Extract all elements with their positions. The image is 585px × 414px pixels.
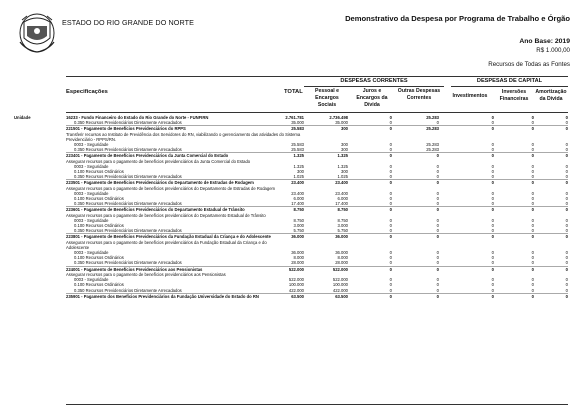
row-description: 235901 - Pagamento dos Benefícios Previdenciários da Fundação Universidade do Estado do RN — [66, 293, 259, 299]
row-value: 0 — [436, 250, 439, 256]
row-value: 0 — [436, 153, 439, 159]
row-value: 0 — [436, 196, 439, 202]
row-description: 224001 - Pagamento de Benefícios Previdenciários aos Pensionistas — [66, 266, 203, 272]
row-description: 0.100 Recursos Ordinários — [74, 196, 124, 202]
table-body — [14, 115, 568, 299]
row-value: 0 — [565, 234, 568, 240]
row-value: 0 — [436, 207, 439, 213]
row-value: 8.750 — [293, 207, 304, 213]
row-value: 0 — [531, 201, 534, 207]
row-value: 0 — [389, 293, 392, 299]
table-bottom-rule — [66, 404, 568, 405]
row-value: 1.325 — [337, 153, 348, 159]
row-value: 25.283 — [426, 142, 439, 148]
table-top-rule — [66, 76, 568, 77]
col-header-personnel: Pessoal e Encargos Sociais — [315, 88, 339, 108]
row-value: 0 — [389, 217, 392, 223]
row-value: 0 — [565, 115, 568, 120]
row-value: 0 — [436, 287, 439, 293]
row-value: 0 — [436, 190, 439, 196]
row-description: 0.100 Recursos Ordinários — [74, 282, 124, 288]
row-value: 0 — [531, 163, 534, 169]
row-value: 0 — [389, 223, 392, 229]
row-value: 0 — [436, 228, 439, 234]
row-value: 0 — [565, 293, 568, 299]
row-value: 0 — [491, 287, 494, 293]
row-value: 0 — [565, 153, 568, 159]
row-description: Assegurar recursos para o pagamento de benefícios previdenciários da Junta Comercial do Estado — [66, 158, 251, 164]
row-value: 0 — [565, 282, 568, 288]
row-description: Assegurar recursos para o pagamento de benefícios previdenciários aos Pensionistas — [66, 271, 226, 277]
row-value: 2.761.781 — [285, 115, 304, 120]
row-description: 0003 - Seguridade — [74, 190, 109, 196]
table-row — [66, 132, 568, 142]
row-value: 0 — [389, 234, 392, 240]
row-value: 0 — [389, 163, 392, 169]
row-value: 0 — [389, 147, 392, 153]
row-value: 0 — [491, 174, 494, 180]
row-value: 25.583 — [291, 126, 304, 132]
row-value: 1.325 — [293, 153, 304, 159]
row-value: 422.000 — [332, 287, 348, 293]
table-row — [66, 240, 568, 250]
row-value: 0 — [491, 266, 494, 272]
row-value: 0 — [531, 282, 534, 288]
row-value: 0 — [436, 120, 439, 126]
row-value: 0 — [565, 142, 568, 148]
row-value: 0 — [389, 287, 392, 293]
row-value: 0 — [565, 223, 568, 229]
total-column-header: TOTAL — [284, 89, 303, 95]
row-value: 35.000 — [335, 120, 348, 126]
row-value: 25.583 — [291, 147, 304, 153]
row-value: 0 — [531, 266, 534, 272]
unit-row-label: Unidade — [14, 115, 31, 120]
row-description: 0.350 Recursos Previdenciários Diretamente Arrecadados — [74, 201, 182, 207]
row-value: 0 — [531, 287, 534, 293]
row-value: 0 — [491, 250, 494, 256]
row-value: 0 — [389, 266, 392, 272]
row-value: 36.000 — [291, 250, 304, 256]
row-value: 0 — [565, 255, 568, 261]
row-value: 35.000 — [291, 120, 304, 126]
row-value: 1.025 — [337, 174, 348, 180]
row-value: 8.750 — [337, 207, 348, 213]
row-value: 0 — [436, 260, 439, 266]
sources-label: Recursos de Todas as Fontes — [488, 61, 570, 68]
row-value: 17.400 — [291, 201, 304, 207]
row-description: Assegurar recursos para o pagamento de benefícios previdenciários do Departamento de Estradas de Rodagem — [66, 185, 276, 191]
row-value: 0 — [491, 120, 494, 126]
row-value: 17.400 — [335, 201, 348, 207]
row-description: 0.100 Recursos Ordinários — [74, 169, 124, 175]
row-value: 1.325 — [337, 163, 348, 169]
row-value: 6.000 — [293, 196, 304, 202]
row-value: 0 — [389, 207, 392, 213]
row-value: 0 — [389, 126, 392, 132]
row-value: 0 — [565, 174, 568, 180]
row-value: 63.500 — [335, 293, 348, 299]
row-value: 0 — [491, 207, 494, 213]
col-header-other-current: Outras Despesas Correntes — [397, 88, 441, 101]
row-value: 0 — [491, 293, 494, 299]
row-description: 0.100 Recursos Ordinários — [74, 223, 124, 229]
row-value: 0 — [389, 142, 392, 148]
col-header-debt-amortization: Amortização da Dívida — [535, 89, 567, 102]
row-value: 23.400 — [291, 190, 304, 196]
row-value: 23.400 — [291, 180, 304, 186]
row-value: 0 — [491, 142, 494, 148]
row-value: 0 — [491, 255, 494, 261]
row-value: 23.400 — [335, 190, 348, 196]
row-value: 6.000 — [337, 196, 348, 202]
row-value: 422.000 — [288, 287, 304, 293]
row-value: 0 — [531, 293, 534, 299]
row-description: 0.350 Recursos Previdenciários Diretamente Arrecadados — [74, 228, 182, 234]
row-value: 0 — [389, 115, 392, 120]
row-value: 0 — [436, 293, 439, 299]
row-description: Assegurar recursos para o pagamento de benefícios previdenciários da Fundação Estadual da Criança e do Adolescente — [66, 239, 267, 250]
row-value: 0 — [436, 163, 439, 169]
row-value: 0 — [531, 260, 534, 266]
header-bottom-rule — [66, 112, 568, 113]
row-value: 0 — [565, 250, 568, 256]
row-value: 0 — [531, 255, 534, 261]
group-rule-capital — [451, 86, 568, 87]
row-description: 0.350 Recursos Previdenciários Diretamente Arrecadados — [74, 260, 182, 266]
row-value: 0 — [491, 260, 494, 266]
row-value: 0 — [436, 234, 439, 240]
row-value: 0 — [531, 180, 534, 186]
row-value: 28.000 — [335, 260, 348, 266]
row-value: 8.750 — [337, 217, 348, 223]
col-header-financial-inversions: Inversões Financeiras — [499, 89, 529, 102]
row-value: 0 — [565, 266, 568, 272]
row-value: 300 — [341, 126, 348, 132]
row-value: 25.283 — [426, 147, 439, 153]
row-value: 0 — [531, 228, 534, 234]
row-value: 522.000 — [288, 266, 304, 272]
row-value: 0 — [565, 190, 568, 196]
row-value: 300 — [341, 169, 348, 175]
row-value: 0 — [491, 180, 494, 186]
row-value: 0 — [565, 163, 568, 169]
row-value: 0 — [389, 180, 392, 186]
row-value: 0 — [531, 169, 534, 175]
row-value: 0 — [491, 282, 494, 288]
group-header-current: DESPESAS CORRENTES — [340, 78, 408, 84]
row-description: 0.100 Recursos Ordinários — [74, 255, 124, 261]
spec-column-header: Especificações — [66, 89, 108, 95]
row-value: 0 — [491, 201, 494, 207]
row-value: 0 — [491, 163, 494, 169]
row-value: 0 — [491, 277, 494, 283]
state-coat-of-arms-icon — [18, 12, 56, 54]
row-value: 25.283 — [426, 115, 439, 120]
row-value: 0 — [565, 217, 568, 223]
row-value: 3.000 — [337, 223, 348, 229]
row-value: 0 — [565, 207, 568, 213]
col-header-debt-interest: Juros e Encargos da Dívida — [356, 88, 388, 108]
row-value: 25.583 — [291, 142, 304, 148]
row-value: 522.000 — [332, 277, 348, 283]
row-value: 0 — [436, 180, 439, 186]
row-description: 0003 - Seguridade — [74, 142, 109, 148]
row-value: 0 — [389, 228, 392, 234]
report-title: Demonstrativo da Despesa por Programa de Trabalho e Órgão — [345, 14, 570, 23]
row-value: 23.400 — [335, 180, 348, 186]
row-description: 0003 - Seguridade — [74, 163, 109, 169]
row-value: 0 — [565, 120, 568, 126]
row-value: 0 — [491, 223, 494, 229]
row-value: 8.000 — [337, 255, 348, 261]
row-value: 0 — [531, 120, 534, 126]
row-value: 0 — [389, 196, 392, 202]
row-value: 0 — [565, 147, 568, 153]
row-value: 0 — [531, 277, 534, 283]
row-value: 300 — [341, 142, 348, 148]
row-description: 0003 - Seguridade — [74, 277, 109, 283]
row-value: 3.000 — [293, 223, 304, 229]
row-value: 0 — [491, 115, 494, 120]
row-value: 8.750 — [293, 217, 304, 223]
report-header — [0, 0, 585, 68]
row-value: 0 — [436, 282, 439, 288]
row-description: 0003 - Seguridade — [74, 217, 109, 223]
row-value: 0 — [491, 196, 494, 202]
row-value: 5.750 — [337, 228, 348, 234]
row-value: 1.025 — [293, 174, 304, 180]
row-value: 0 — [531, 250, 534, 256]
row-value: 0 — [531, 207, 534, 213]
row-description: 0.350 Recursos Previdenciários Diretamente Arrecadados — [74, 120, 182, 126]
row-value: 36.000 — [291, 234, 304, 240]
row-value: 0 — [531, 190, 534, 196]
row-value: 0 — [491, 228, 494, 234]
row-value: 0 — [491, 153, 494, 159]
row-value: 100.000 — [332, 282, 348, 288]
row-value: 0 — [565, 287, 568, 293]
row-description: Assegurar recursos para o pagamento de benefícios previdenciários do Departamento Estadual de Trânsito — [66, 212, 266, 218]
row-value: 0 — [491, 147, 494, 153]
row-value: 0 — [491, 126, 494, 132]
row-value: 0 — [565, 201, 568, 207]
currency-unit-label: R$ 1.000,00 — [536, 47, 570, 54]
group-header-capital: DESPESAS DE CAPITAL — [476, 78, 543, 84]
row-description: 16233 - Fundo Financeiro do Estado do Rio Grande do Norte - FUNFIRN — [66, 115, 209, 120]
row-description: 223801 - Pagamento de Benefícios Previdenciários da Fundação Estadual da Criança e do Adolescente — [66, 234, 271, 240]
row-description: 0003 - Seguridade — [74, 250, 109, 256]
row-value: 0 — [389, 255, 392, 261]
row-value: 0 — [436, 223, 439, 229]
row-value: 0 — [436, 217, 439, 223]
row-value: 0 — [491, 217, 494, 223]
row-value: 0 — [531, 153, 534, 159]
row-value: 0 — [531, 115, 534, 120]
row-value: 0 — [531, 223, 534, 229]
year-label: Ano Base: 2019 — [519, 38, 570, 45]
row-value: 0 — [531, 142, 534, 148]
row-value: 0 — [389, 250, 392, 256]
row-value: 5.750 — [293, 228, 304, 234]
row-value: 0 — [389, 120, 392, 126]
row-value: 0 — [531, 174, 534, 180]
row-value: 0 — [531, 217, 534, 223]
row-description: 0.350 Recursos Previdenciários Diretamente Arrecadados — [74, 147, 182, 153]
row-value: 300 — [297, 169, 304, 175]
row-value: 0 — [565, 277, 568, 283]
row-value: 0 — [491, 169, 494, 175]
row-value: 0 — [491, 190, 494, 196]
row-value: 522.000 — [332, 266, 348, 272]
state-name: ESTADO DO RIO GRANDE DO NORTE — [62, 18, 195, 27]
row-value: 1.325 — [293, 163, 304, 169]
row-description: 223501 - Pagamento de Benefícios Previdenciários do Departamento de Estradas de Rodagem — [66, 180, 254, 186]
row-description: 223401 - Pagamento de Benefícios Previdenciários da Junta Comercial do Estado — [66, 153, 229, 159]
row-description: 223601 - Pagamento de Benefícios Previdenciários do Departamento Estadual de Trânsito — [66, 207, 245, 213]
row-value: 25.283 — [426, 126, 439, 132]
row-value: 36.000 — [335, 234, 348, 240]
row-value: 0 — [531, 196, 534, 202]
row-value: 0 — [436, 255, 439, 261]
row-description: 0.350 Recursos Previdenciários Diretamente Arrecadados — [74, 174, 182, 180]
row-value: 0 — [531, 234, 534, 240]
row-value: 0 — [389, 153, 392, 159]
row-value: 0 — [389, 260, 392, 266]
row-value: 0 — [565, 169, 568, 175]
row-value: 0 — [389, 169, 392, 175]
row-value: 0 — [389, 201, 392, 207]
table-row — [66, 293, 568, 299]
row-description: Transferir recursos ao Instituto de Previdência dos Servidores do RN, viabilizando o gerenciamento das atividades do Sistema Previdenciário - RPPS/RN. — [66, 131, 301, 142]
row-value: 0 — [389, 174, 392, 180]
row-value: 0 — [565, 228, 568, 234]
row-value: 300 — [341, 147, 348, 153]
row-description: 221501 - Pagamento de Benefícios Previdenciários do RPPS — [66, 126, 186, 132]
row-value: 0 — [436, 174, 439, 180]
col-header-investments: Investimentos — [452, 93, 488, 99]
row-value: 0 — [565, 260, 568, 266]
row-value: 0 — [491, 234, 494, 240]
row-value: 63.500 — [291, 293, 304, 299]
row-value: 522.000 — [288, 277, 304, 283]
row-value: 0 — [389, 190, 392, 196]
row-value: 100.000 — [288, 282, 304, 288]
row-value: 0 — [436, 169, 439, 175]
row-value: 0 — [436, 201, 439, 207]
row-value: 2.736.498 — [329, 115, 348, 120]
row-value: 8.000 — [293, 255, 304, 261]
row-value: 0 — [531, 147, 534, 153]
row-value: 0 — [565, 180, 568, 186]
row-value: 0 — [389, 282, 392, 288]
group-rule-current — [304, 86, 444, 87]
row-value: 0 — [565, 126, 568, 132]
row-value: 0 — [531, 126, 534, 132]
row-value: 0 — [389, 277, 392, 283]
row-value: 0 — [565, 196, 568, 202]
row-value: 28.000 — [291, 260, 304, 266]
row-value: 0 — [436, 266, 439, 272]
row-value: 36.000 — [335, 250, 348, 256]
row-value: 0 — [436, 277, 439, 283]
row-description: 0.350 Recursos Previdenciários Diretamente Arrecadados — [74, 287, 182, 293]
